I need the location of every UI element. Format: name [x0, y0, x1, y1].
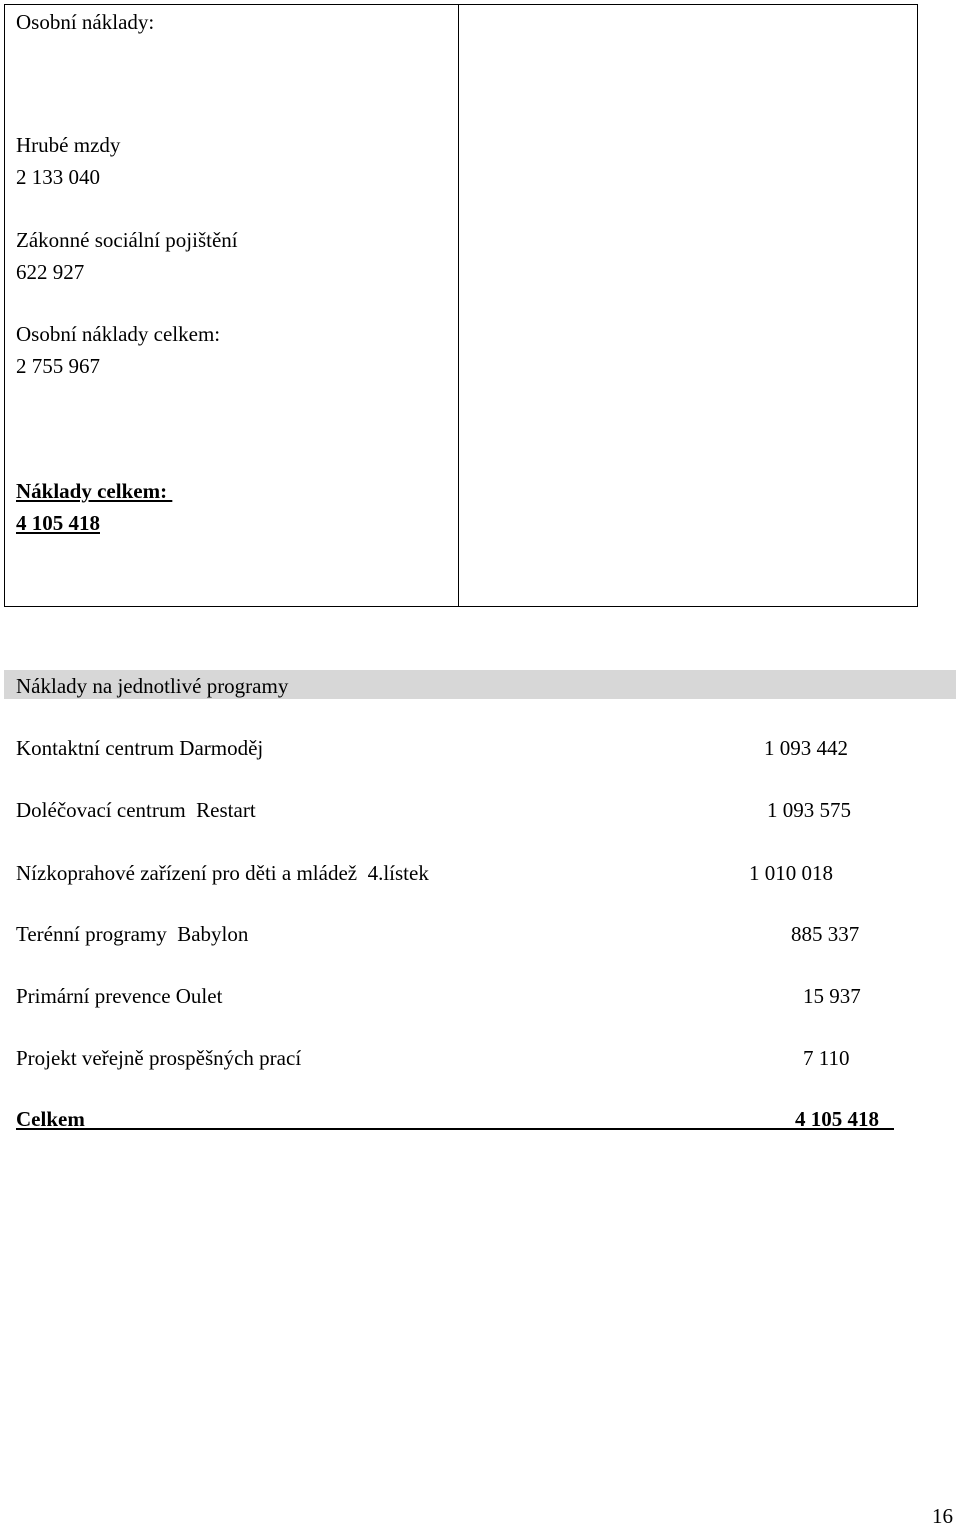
program-row-label: Nízkoprahové zařízení pro děti a mládež 4.lístek: [16, 861, 429, 885]
programs-total-value: 4 105 418: [795, 1107, 879, 1131]
personal-costs-heading: Osobní náklady:: [16, 10, 155, 34]
program-row-label: Projekt veřejně prospěšných prací: [16, 1046, 302, 1070]
costs-total-value: 4 105 418: [16, 511, 100, 535]
gross-wages-value: 2 133 040: [16, 165, 100, 189]
program-row-label: Terénní programy Babylon: [16, 922, 249, 946]
page-number: 16: [932, 1504, 953, 1528]
program-row-value: 7 110: [803, 1046, 850, 1070]
program-row-label: Doléčovací centrum Restart: [16, 798, 256, 822]
costs-total-label: Náklady celkem:: [16, 479, 173, 503]
program-row-value: 1 093 575: [767, 798, 851, 822]
programs-total-label: Celkem: [16, 1107, 85, 1131]
programs-heading: Náklady na jednotlivé programy: [16, 674, 289, 698]
social-insurance-label: Zákonné sociální pojištění: [16, 228, 238, 252]
social-insurance-value: 622 927: [16, 260, 85, 284]
program-row-value: 1 093 442: [764, 736, 848, 760]
box-divider: [458, 4, 459, 607]
program-row-value: 1 010 018: [749, 861, 833, 885]
total-underline: [16, 1128, 894, 1130]
program-row-value: 885 337: [791, 922, 860, 946]
program-row-value: 15 937: [803, 984, 861, 1008]
gross-wages-label: Hrubé mzdy: [16, 133, 121, 157]
personal-costs-total-label: Osobní náklady celkem:: [16, 322, 221, 346]
program-row-label: Primární prevence Oulet: [16, 984, 223, 1008]
personal-costs-total-value: 2 755 967: [16, 354, 100, 378]
program-row-label: Kontaktní centrum Darmoděj: [16, 736, 264, 760]
cost-box: [4, 4, 918, 607]
